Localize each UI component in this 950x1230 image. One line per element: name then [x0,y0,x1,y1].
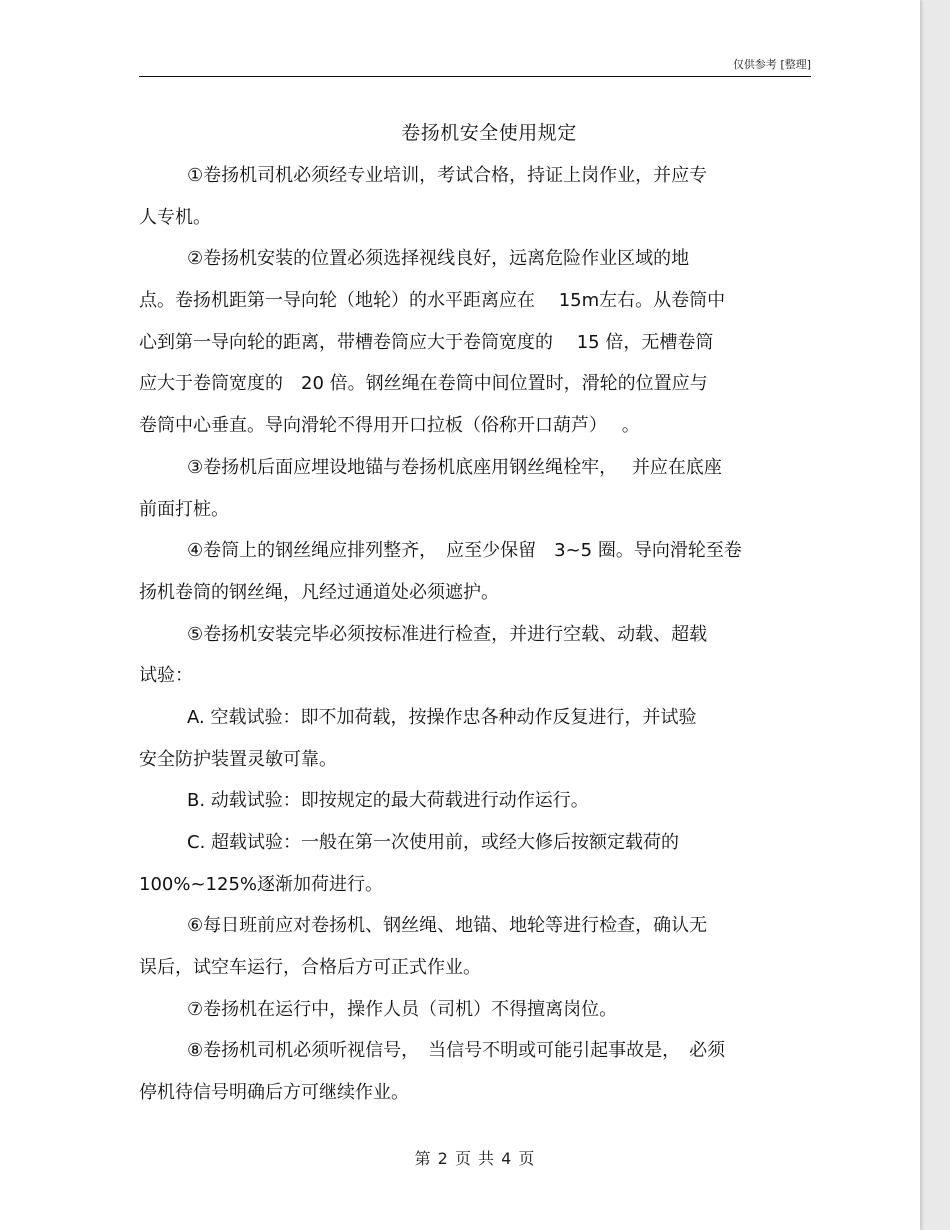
paragraph-line: 人专机。 [139,206,211,228]
header-divider [139,76,811,77]
paragraph-3 [139,447,809,530]
paragraph-5 [139,614,809,697]
paragraph-line: 应大于卷筒宽度的 20 倍。钢丝绳在卷筒中间位置时，滑轮的位置应与 [139,373,708,395]
page-header: 仅供参考 [整理] [732,58,811,71]
paragraph-7 [139,989,809,1031]
paragraph-line: 扬机卷筒的钢丝绳，凡经过通道处必须遮护。 [139,581,499,603]
paragraph-line: 心到第一导向轮的距离，带槽卷筒应大于卷筒宽度的 15 倍，无槽卷筒 [139,331,714,353]
paragraph-line: ②卷扬机安装的位置必须选择视线良好，远离危险作业区域的地 [187,248,690,270]
paragraph-8 [139,1030,809,1113]
document-title: 卷扬机安全使用规定 [401,122,577,144]
paragraph-line: ①卷扬机司机必须经专业培训，考试合格，持证上岗作业，并应专 [187,165,708,186]
paragraph-line: 100%~125%逐渐加荷进行。 [139,873,384,895]
paragraph-line: 点。卷扬机距第一导向轮（地轮）的水平距离应在 15m左右。从卷筒中 [139,290,726,312]
paragraph-1 [139,155,809,238]
paragraph-line: 卷筒中心垂直。导向滑轮不得用开口拉板（俗称开口葫芦） 。 [139,415,640,437]
paragraph-line: A. 空载试验：即不加荷载，按操作忠各种动作反复进行，并试验 [187,706,697,728]
paragraph-line: ⑤卷扬机安装完毕必须按标准进行检查，并进行空载、动载、超载 [187,623,708,645]
page-footer: 第 2 页 共 4 页 [414,1149,536,1168]
paragraph-line: 试验： [139,665,193,687]
paragraph-line: ⑦卷扬机在运行中，操作人员（司机）不得擅离岗位。 [187,998,618,1020]
paragraph-line: ⑧卷扬机司机必须听视信号， 当信号不明或可能引起事故是， 必须 [187,1040,726,1062]
paragraph-2 [139,238,809,446]
paragraph-line: ⑥每日班前应对卷扬机、钢丝绳、地锚、地轮等进行检查，确认无 [187,915,708,937]
paragraph-line: 停机待信号明确后方可继续作业。 [139,1082,409,1104]
paragraph-line: B. 动载试验：即按规定的最大荷载进行动作运行。 [187,790,589,812]
paragraph-line: 安全防护装置灵敏可靠。 [139,748,337,770]
paragraph-line: ③卷扬机后面应埋设地锚与卷扬机底座用钢丝绳栓牢， 并应在底座 [187,456,722,478]
paragraph-6 [139,905,809,988]
paragraph-line: 误后，试空车运行，合格后方可正式作业。 [139,957,481,979]
paragraph-line: 前面打桩。 [139,498,229,520]
paragraph-a [139,697,809,780]
paragraph-line: ④卷筒上的钢丝绳应排列整齐， 应至少保留 3~5 圈。导向滑轮至卷 [187,540,742,562]
paragraph-4 [139,530,809,613]
paragraph-c [139,822,809,905]
paragraph-line: C. 超载试验：一般在第一次使用前，或经大修后按额定载荷的 [187,832,680,853]
paragraph-b [139,780,809,822]
document-body [139,155,809,1114]
